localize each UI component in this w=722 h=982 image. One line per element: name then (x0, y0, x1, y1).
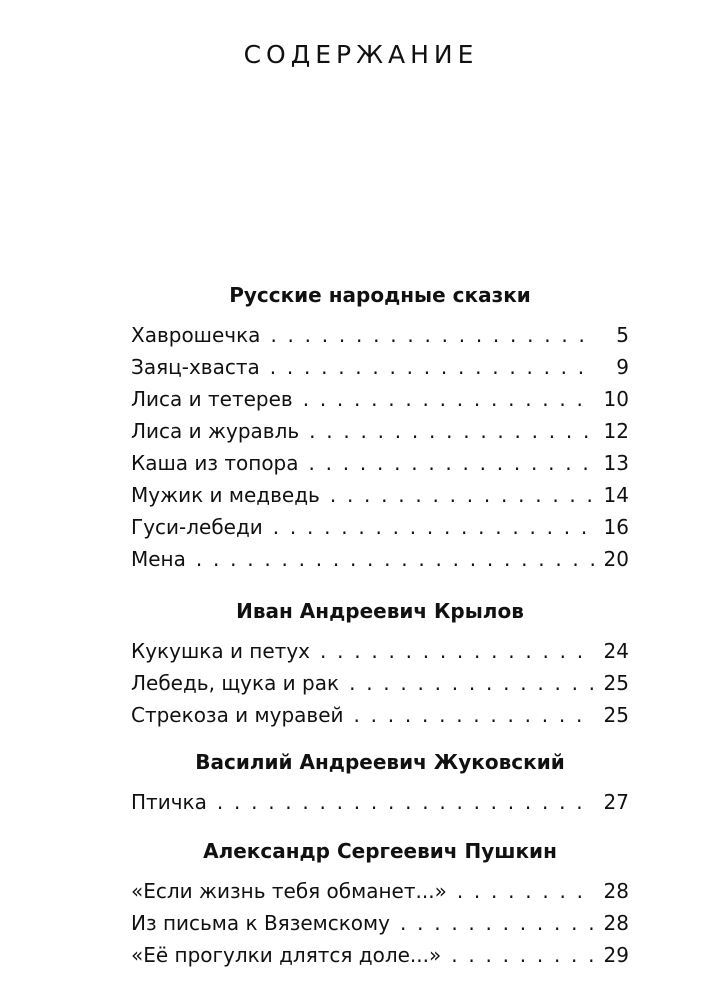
toc-entry[interactable] (131, 786, 629, 818)
dot-leader (400, 907, 594, 939)
section-heading: Александр Сергеевич Пушкин (203, 839, 557, 863)
dot-leader (303, 383, 594, 415)
dot-leader (273, 511, 594, 543)
entry-page-number: 25 (603, 703, 629, 727)
entry-title: Мена (131, 547, 186, 571)
entry-page-number: 20 (603, 547, 629, 571)
section-entries (131, 786, 629, 818)
toc-entry[interactable] (131, 511, 629, 543)
entry-title: Стрекоза и муравей (131, 703, 344, 727)
dot-leader (309, 447, 594, 479)
entry-title: Хаврошечка (131, 323, 261, 347)
toc-entry[interactable] (131, 667, 629, 699)
entry-title: Каша из топора (131, 451, 299, 475)
entry-title: Мужик и медведь (131, 483, 320, 507)
dot-leader (217, 786, 594, 818)
toc-entry[interactable] (131, 939, 629, 971)
dot-leader (309, 415, 593, 447)
toc-entry[interactable] (131, 319, 629, 351)
section-entries (131, 635, 629, 731)
dot-leader (354, 699, 594, 731)
section-entries (131, 319, 629, 575)
dot-leader (457, 875, 594, 907)
entry-title: «Её прогулки длятся доле...» (131, 943, 442, 967)
entry-page-number: 29 (603, 943, 629, 967)
entry-page-number: 12 (603, 419, 629, 443)
toc-entry[interactable] (131, 699, 629, 731)
toc-section-russian-folk-tales (131, 280, 629, 575)
entry-page-number: 25 (603, 671, 629, 695)
page-title: СОДЕРЖАНИЕ (243, 40, 479, 69)
entry-title: Заяц-хваста (131, 355, 260, 379)
dot-leader (330, 479, 594, 511)
toc-entry[interactable] (131, 543, 629, 575)
entry-title: Кукушка и петух (131, 639, 311, 663)
entry-title: «Если жизнь тебя обманет...» (131, 879, 447, 903)
dot-leader (320, 635, 594, 667)
toc-entry[interactable] (131, 907, 629, 939)
entry-title: Лиса и тетерев (131, 387, 293, 411)
entry-page-number: 14 (603, 483, 629, 507)
entry-title: Из письма к Вяземскому (131, 911, 390, 935)
entry-page-number: 5 (616, 323, 629, 347)
toc-entry[interactable] (131, 383, 629, 415)
dot-leader (196, 543, 594, 575)
entry-title: Лебедь, щука и рак (131, 671, 340, 695)
toc-entry[interactable] (131, 479, 629, 511)
entry-page-number: 13 (603, 451, 629, 475)
toc-section-zhukovsky (131, 747, 629, 818)
dot-leader (349, 667, 593, 699)
dot-leader (270, 351, 597, 383)
entry-title: Птичка (131, 790, 207, 814)
toc-entry[interactable] (131, 351, 629, 383)
section-heading: Василий Андреевич Жуковский (195, 750, 565, 774)
table-of-contents (131, 280, 629, 971)
entry-page-number: 16 (603, 515, 629, 539)
toc-entry[interactable] (131, 635, 629, 667)
toc-entry[interactable] (131, 447, 629, 479)
section-heading: Русские народные сказки (229, 283, 531, 307)
entry-page-number: 10 (603, 387, 629, 411)
entry-page-number: 24 (603, 639, 629, 663)
toc-section-krylov (131, 596, 629, 731)
section-entries (131, 875, 629, 971)
entry-title: Гуси-лебеди (131, 515, 263, 539)
toc-section-pushkin (131, 836, 629, 971)
dot-leader (451, 939, 593, 971)
entry-page-number: 9 (616, 355, 629, 379)
entry-page-number: 28 (603, 911, 629, 935)
entry-page-number: 28 (603, 879, 629, 903)
section-heading: Иван Андреевич Крылов (236, 599, 524, 623)
entry-title: Лиса и журавль (131, 419, 300, 443)
toc-entry[interactable] (131, 415, 629, 447)
dot-leader (270, 319, 597, 351)
toc-entry[interactable] (131, 875, 629, 907)
entry-page-number: 27 (603, 790, 629, 814)
